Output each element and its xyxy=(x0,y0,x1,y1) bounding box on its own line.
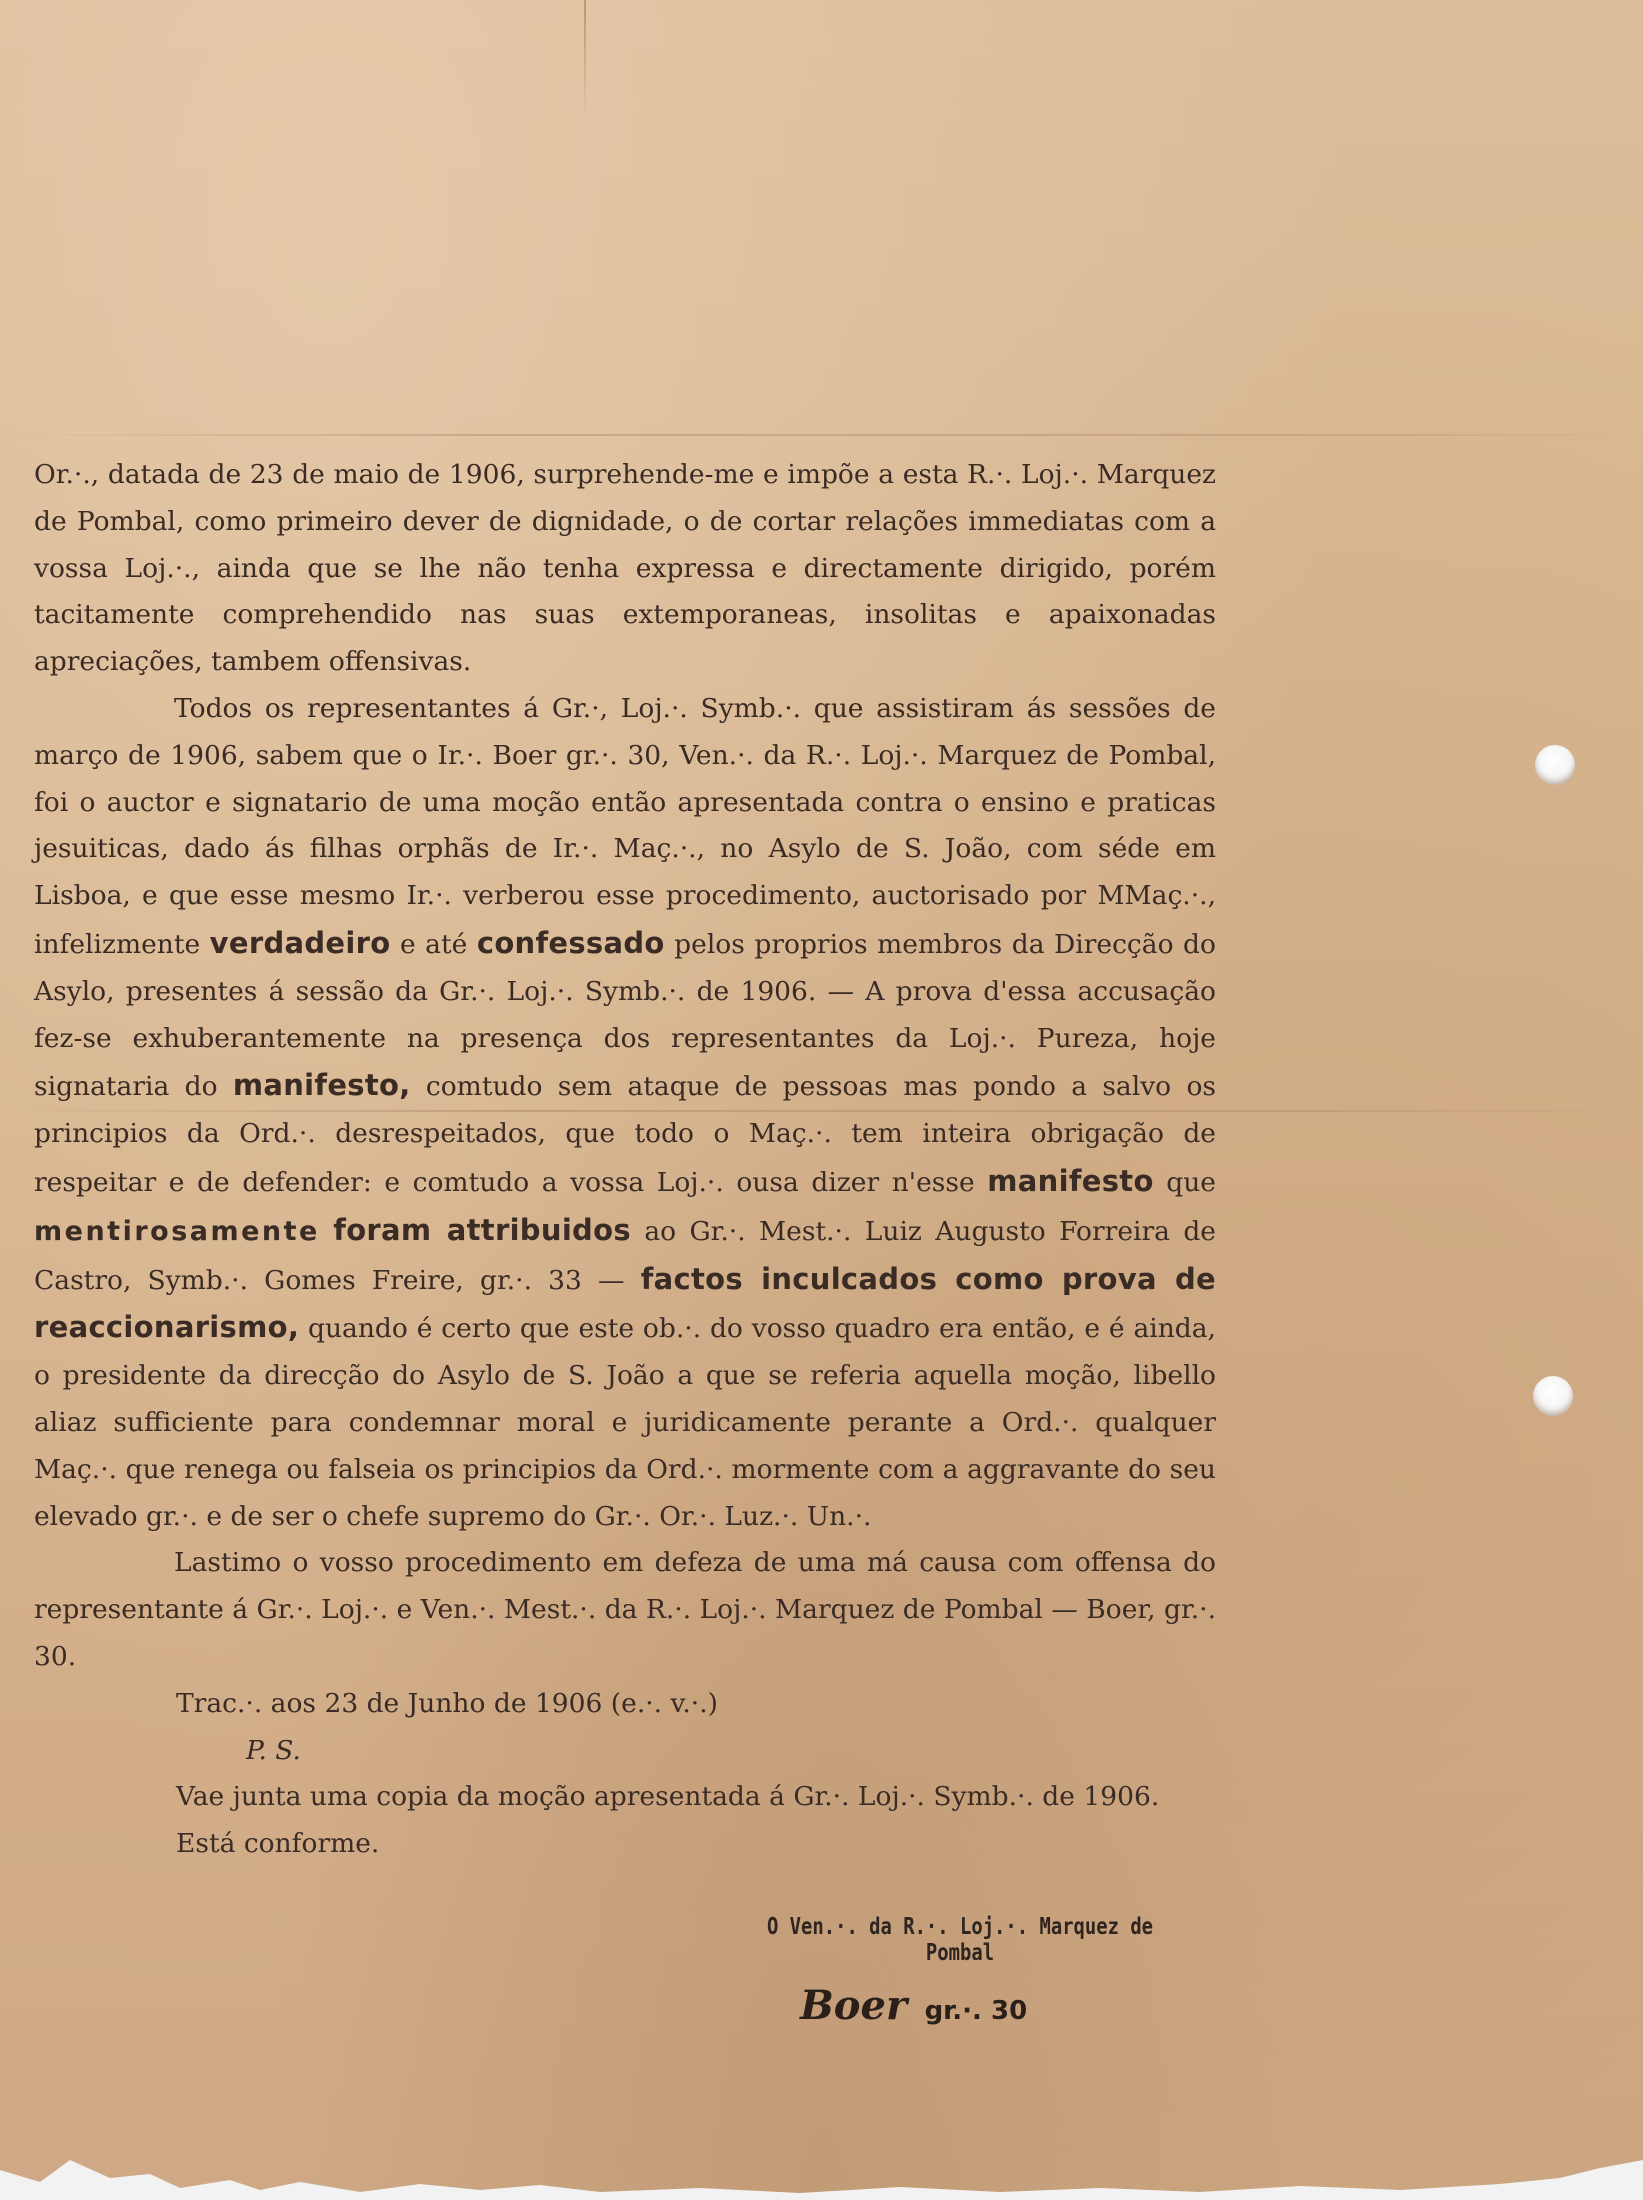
date-line: Trac.·. aos 23 de Junho de 1906 (e.·. v.·.) xyxy=(176,1687,718,1719)
paragraph-2-text: quando é certo que este ob.·. do vosso quadro era então, e é ainda, o presidente da direcção do Asylo de S. João a que se referia aquella moção, libello aliaz sufficiente para condemnar moral e juridicamente perante a Ord.·. qualquer Maç.·. que renega ou falseia os principios da Ord.·. mormente com a aggravante do seu elevado gr.·. e de ser o chefe supremo do Gr.·. Or.·. Luz.·. Un.·. xyxy=(34,1313,1216,1532)
ps-text: Vae junta uma copia da moção apresentada á Gr.·. Loj.·. Symb.·. de 1906. xyxy=(176,1781,1160,1813)
punch-hole-lower xyxy=(1533,1376,1573,1416)
paragraph-2-text: e até xyxy=(399,928,468,960)
paper-crease xyxy=(584,0,586,120)
emphasis-foram-attribuidos: foram attribuidos xyxy=(333,1212,631,1247)
emphasis-manifesto: manifesto, xyxy=(232,1068,411,1103)
paragraph-2 xyxy=(34,686,1216,1540)
emphasis-verdadeiro: verdadeiro xyxy=(209,925,391,960)
paragraph-2-text: Todos os representantes á Gr.·, Loj.·. Symb.·. que assistiram ás sessões de março de 1906, sabem que o Ir.·. Boer gr.·. 30, Ven.·. da R.·. Loj.·. Marquez de Pombal, foi o auctor e signatario de uma moção então apresentada contra o ensino e praticas jesuiticas, dado ás filhas orphãs de Ir.·. Maç.·., no Asylo de S. João, com séde em Lisboa, e que esse mesmo Ir.·. verberou esse procedimento, auctorisado por MMaç.·., infelizmente xyxy=(34,692,1216,960)
emphasis-factos: factos inculcados como prova de reaccionarismo, xyxy=(34,1261,1216,1345)
emphasis-manifesto-2: manifesto xyxy=(987,1163,1154,1198)
paragraph-3: Lastimo o vosso procedimento em defeza de uma má causa com offensa do representante á Gr.·. Loj.·. e Ven.·. Mest.·. da R.·. Loj.·. Marquez de Pombal — Boer, gr.·. 30. xyxy=(34,1547,1216,1672)
torn-bottom-edge xyxy=(0,2130,1643,2200)
paragraph-2-text: pelos proprios membros da Direcção do Asylo, presentes á sessão da Gr.·. Loj.·. Symb.·. de 1906. — A prova d'essa accusação fez-se exhuberantemente na presença dos representantes da Loj.·. Pureza, hoje signataria do xyxy=(34,928,1216,1103)
paragraph-2-text: ao Gr.·. Mest.·. Luiz Augusto Forreira de Castro, Symb.·. Gomes Freire, gr.·. 33 — xyxy=(34,1215,1216,1296)
emphasis-confessado: confessado xyxy=(476,925,665,960)
fold-line-top xyxy=(0,434,1643,436)
signature-block xyxy=(800,1982,1027,2029)
paragraph-2-text: que xyxy=(1166,1166,1216,1198)
signature-grade: gr.·. 30 xyxy=(924,1996,1028,2026)
punch-hole-upper xyxy=(1535,745,1575,785)
ps-label: P. S. xyxy=(246,1734,301,1766)
paragraph-1: Or.·., datada de 23 de maio de 1906, surprehende-me e impõe a esta R.·. Loj.·. Marquez de Pombal, como primeiro dever de dignidade, o de cortar relações immediatas com a vossa Loj.·., ainda que se lhe não tenha expressa e directamente dirigido, porém tacitamente comprehendido nas suas extemporaneas, insolitas e apaixonadas apreciações, tambem offensivas. xyxy=(34,459,1216,678)
paragraph-2-text: comtudo sem ataque de pessoas mas pondo a salvo os principios da Ord.·. desrespeitados, que todo o Maç.·. tem inteira obrigação de respeitar e de defender: e comtudo a vossa Loj.·. ousa dizer n'esse xyxy=(34,1071,1216,1198)
letter-body xyxy=(34,452,1216,1868)
signature-name: Boer xyxy=(800,1982,908,2029)
conforme-line: Está conforme. xyxy=(176,1828,380,1860)
signature-title: O Ven.·. da R.·. Loj.·. Marquez de Pombal xyxy=(766,1914,1154,1966)
emphasis-mentirosamente: mentirosamente xyxy=(34,1215,320,1247)
